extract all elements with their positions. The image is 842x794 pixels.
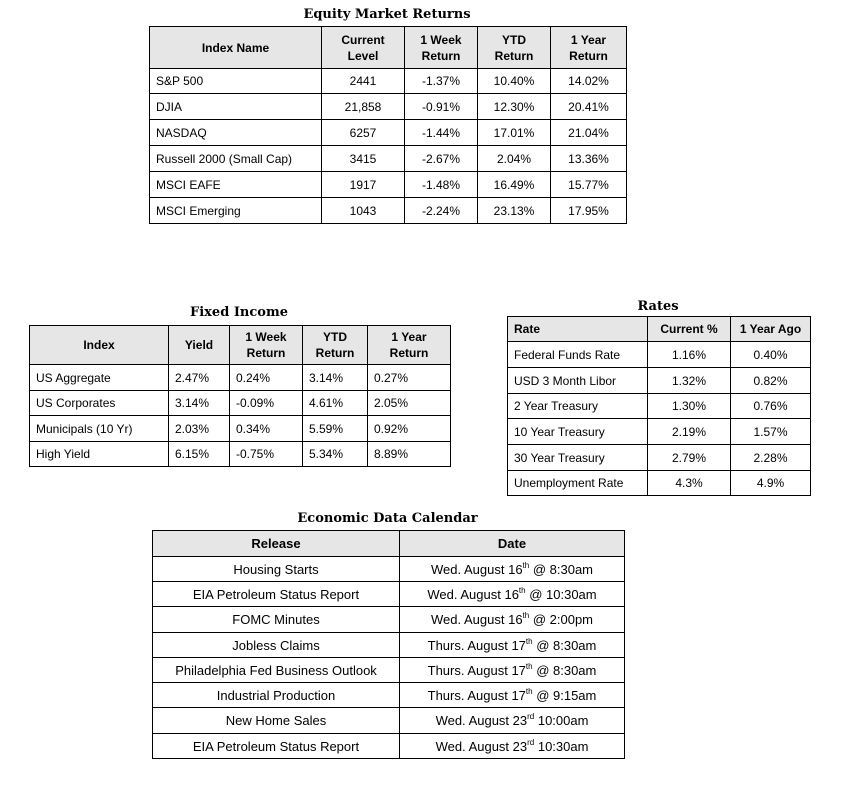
rates-table (507, 316, 811, 496)
rate-name-cell: 10 Year Treasury (508, 419, 648, 445)
fi-week-return-cell: -0.75% (230, 442, 303, 467)
table-row (508, 471, 811, 496)
table-row (153, 683, 625, 708)
table-row (508, 419, 811, 445)
fi-ytd-return-cell: 5.34% (303, 442, 368, 467)
rates-header: Rate (508, 317, 648, 342)
rate-current-cell: 2.79% (648, 445, 731, 471)
fi-yield-cell: 3.14% (169, 391, 230, 416)
year-return-cell: 14.02% (551, 69, 627, 94)
date-cell: Wed. August 16th @ 2:00pm (400, 607, 625, 633)
rate-name-cell: 2 Year Treasury (508, 394, 648, 419)
release-cell: New Home Sales (153, 708, 400, 734)
table-row (150, 198, 627, 224)
current-level-cell: 1043 (322, 198, 405, 224)
table-row (150, 172, 627, 198)
ytd-return-cell: 12.30% (478, 94, 551, 120)
release-cell: EIA Petroleum Status Report (153, 582, 400, 607)
year-return-cell: 20.41% (551, 94, 627, 120)
week-return-cell: -1.48% (405, 172, 478, 198)
date-cell: Wed. August 16th @ 10:30am (400, 582, 625, 607)
fi-year-return-cell: 2.05% (368, 391, 451, 416)
current-level-cell: 21,858 (322, 94, 405, 120)
table-row (153, 734, 625, 759)
table-row (508, 445, 811, 471)
rate-current-cell: 1.16% (648, 342, 731, 368)
fixed-income-title: Fixed Income (190, 305, 288, 320)
date-cell: Wed. August 16th @ 8:30am (400, 557, 625, 582)
week-return-cell: -0.91% (405, 94, 478, 120)
year-return-cell: 17.95% (551, 198, 627, 224)
fi-index-cell: High Yield (30, 442, 169, 467)
fi-year-return-cell: 0.27% (368, 365, 451, 391)
table-row (30, 365, 451, 391)
index-name-cell: DJIA (150, 94, 322, 120)
date-cell: Thurs. August 17th @ 8:30am (400, 633, 625, 658)
fi-index-cell: Municipals (10 Yr) (30, 416, 169, 442)
fi-ytd-return-cell: 4.61% (303, 391, 368, 416)
table-row (153, 633, 625, 658)
table-row (150, 94, 627, 120)
table-row (508, 342, 811, 368)
rate-name-cell: Unemployment Rate (508, 471, 648, 496)
week-return-cell: -2.24% (405, 198, 478, 224)
fi-year-return-cell: 8.89% (368, 442, 451, 467)
table-row (30, 416, 451, 442)
release-cell: Industrial Production (153, 683, 400, 708)
calendar-header: Date (400, 531, 625, 557)
week-return-cell: -2.67% (405, 146, 478, 172)
table-row (508, 368, 811, 394)
rate-year-ago-cell: 4.9% (731, 471, 811, 496)
date-cell: Wed. August 23rd 10:30am (400, 734, 625, 759)
week-return-cell: -1.44% (405, 120, 478, 146)
table-row (153, 607, 625, 633)
current-level-cell: 3415 (322, 146, 405, 172)
index-name-cell: MSCI EAFE (150, 172, 322, 198)
year-return-cell: 21.04% (551, 120, 627, 146)
index-name-cell: Russell 2000 (Small Cap) (150, 146, 322, 172)
rate-name-cell: Federal Funds Rate (508, 342, 648, 368)
date-cell: Thurs. August 17th @ 8:30am (400, 658, 625, 683)
table-row (30, 442, 451, 467)
fi-ytd-return-cell: 5.59% (303, 416, 368, 442)
equity-header: Index Name (150, 27, 322, 69)
fixed-income-table (29, 325, 451, 467)
release-cell: Philadelphia Fed Business Outlook (153, 658, 400, 683)
table-row (508, 394, 811, 419)
fi-index-cell: US Corporates (30, 391, 169, 416)
equity-header: 1 Year Return (551, 27, 627, 69)
rate-year-ago-cell: 0.40% (731, 342, 811, 368)
rate-year-ago-cell: 0.82% (731, 368, 811, 394)
current-level-cell: 2441 (322, 69, 405, 94)
index-name-cell: NASDAQ (150, 120, 322, 146)
calendar-header: Release (153, 531, 400, 557)
table-row (150, 69, 627, 94)
equity-header: 1 Week Return (405, 27, 478, 69)
fi-yield-cell: 2.03% (169, 416, 230, 442)
release-cell: Housing Starts (153, 557, 400, 582)
year-return-cell: 13.36% (551, 146, 627, 172)
ytd-return-cell: 2.04% (478, 146, 551, 172)
rates-header: 1 Year Ago (731, 317, 811, 342)
rate-year-ago-cell: 1.57% (731, 419, 811, 445)
table-row (153, 708, 625, 734)
fi-ytd-return-cell: 3.14% (303, 365, 368, 391)
rate-current-cell: 4.3% (648, 471, 731, 496)
index-name-cell: MSCI Emerging (150, 198, 322, 224)
fi-week-return-cell: 0.24% (230, 365, 303, 391)
ytd-return-cell: 16.49% (478, 172, 551, 198)
current-level-cell: 1917 (322, 172, 405, 198)
fixed-income-header: 1 Year Return (368, 326, 451, 365)
rate-name-cell: USD 3 Month Libor (508, 368, 648, 394)
fi-yield-cell: 6.15% (169, 442, 230, 467)
release-cell: FOMC Minutes (153, 607, 400, 633)
table-row (153, 582, 625, 607)
ytd-return-cell: 17.01% (478, 120, 551, 146)
rates-header: Current % (648, 317, 731, 342)
current-level-cell: 6257 (322, 120, 405, 146)
date-cell: Thurs. August 17th @ 9:15am (400, 683, 625, 708)
rate-current-cell: 1.30% (648, 394, 731, 419)
equity-title: Equity Market Returns (303, 7, 471, 22)
equity-table (149, 26, 627, 224)
release-cell: EIA Petroleum Status Report (153, 734, 400, 759)
index-name-cell: S&P 500 (150, 69, 322, 94)
calendar-title: Economic Data Calendar (297, 511, 478, 526)
fixed-income-header: 1 Week Return (230, 326, 303, 365)
fi-index-cell: US Aggregate (30, 365, 169, 391)
fi-year-return-cell: 0.92% (368, 416, 451, 442)
fi-week-return-cell: -0.09% (230, 391, 303, 416)
fixed-income-header: Index (30, 326, 169, 365)
fi-yield-cell: 2.47% (169, 365, 230, 391)
table-row (30, 391, 451, 416)
table-row (153, 658, 625, 683)
rate-name-cell: 30 Year Treasury (508, 445, 648, 471)
rate-current-cell: 2.19% (648, 419, 731, 445)
equity-header: YTD Return (478, 27, 551, 69)
table-row (150, 120, 627, 146)
date-cell: Wed. August 23rd 10:00am (400, 708, 625, 734)
fi-week-return-cell: 0.34% (230, 416, 303, 442)
table-row (150, 146, 627, 172)
year-return-cell: 15.77% (551, 172, 627, 198)
ytd-return-cell: 10.40% (478, 69, 551, 94)
fixed-income-header: Yield (169, 326, 230, 365)
rate-year-ago-cell: 0.76% (731, 394, 811, 419)
ytd-return-cell: 23.13% (478, 198, 551, 224)
table-row (153, 557, 625, 582)
release-cell: Jobless Claims (153, 633, 400, 658)
rates-title: Rates (637, 299, 679, 314)
rate-current-cell: 1.32% (648, 368, 731, 394)
fixed-income-header: YTD Return (303, 326, 368, 365)
calendar-table (152, 530, 625, 759)
week-return-cell: -1.37% (405, 69, 478, 94)
rate-year-ago-cell: 2.28% (731, 445, 811, 471)
equity-header: Current Level (322, 27, 405, 69)
